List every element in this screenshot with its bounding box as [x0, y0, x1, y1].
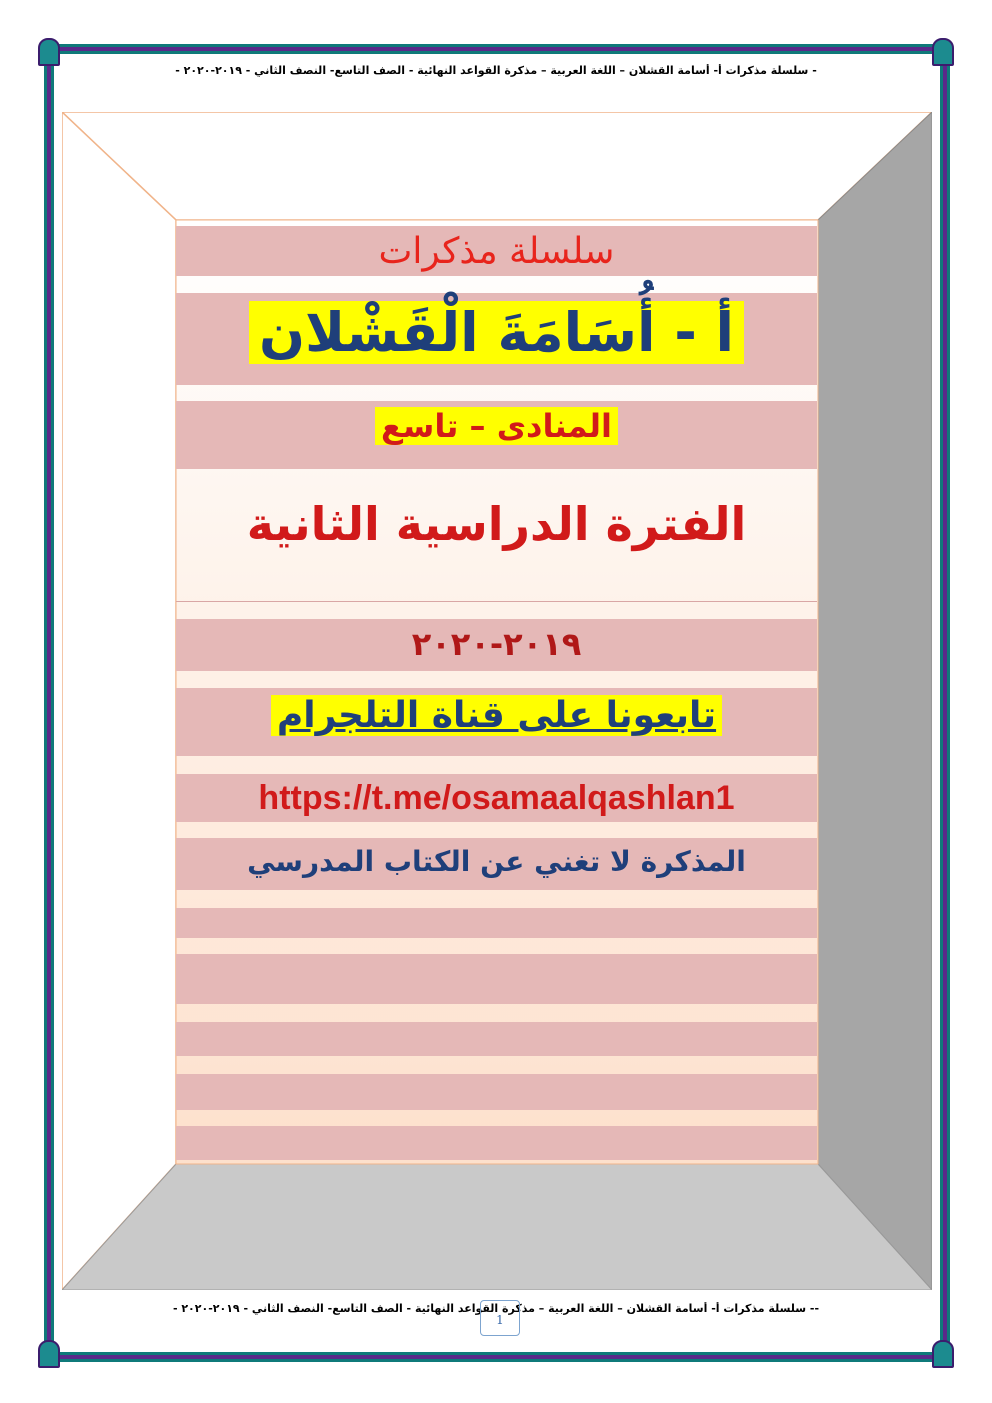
term-title: الفترة الدراسية الثانية [246, 497, 747, 551]
corner-ornament-icon [38, 1340, 60, 1368]
divider [176, 601, 817, 602]
band-blank-1 [176, 908, 817, 938]
disclaimer-note: المذكرة لا تغني عن الكتاب المدرسي [247, 845, 746, 878]
band-blank-2 [176, 954, 817, 1004]
follow-telegram-text: تابعونا على قناة التلجرام [271, 695, 722, 736]
band-blank-5 [176, 1126, 817, 1160]
topic-title [176, 407, 817, 445]
follow-telegram [176, 695, 817, 736]
academic-year: ٢٠١٩-٢٠٢٠ [411, 625, 582, 663]
topic-title-text: المنادى – تاسع [375, 407, 618, 445]
corner-ornament-icon [932, 1340, 954, 1368]
page-number: 1 [480, 1300, 520, 1336]
page-footer: -- سلسلة مذكرات أ- أسامة القشلان – اللغة العربية – مذكرة القواعد النهائية - الصف التاسع- النصف الثاني - ٢٠١٩-٢٠٢٠ - [172, 1302, 820, 1315]
corner-ornament-icon [932, 38, 954, 66]
series-title: سلسلة مذكرات [378, 231, 615, 272]
author-name-text: أ - أُسَامَةَ الْقَشْلان [249, 301, 744, 364]
frame-bottom [44, 1352, 950, 1362]
frame-right [940, 44, 950, 1362]
corner-ornament-icon [38, 38, 60, 66]
page-header: - سلسلة مذكرات أ- أسامة القشلان – اللغة العربية – مذكرة القواعد النهائية - الصف التاسع- النصف الثاني - ٢٠١٩-٢٠٢٠ - [175, 64, 817, 77]
telegram-link[interactable]: https://t.me/osamaalqashlan1 [258, 779, 735, 817]
author-name [176, 301, 817, 364]
cover-panel [176, 221, 817, 1164]
band-blank-3 [176, 1022, 817, 1056]
frame-top [44, 44, 950, 54]
frame-left [44, 44, 54, 1362]
band-blank-4 [176, 1074, 817, 1110]
